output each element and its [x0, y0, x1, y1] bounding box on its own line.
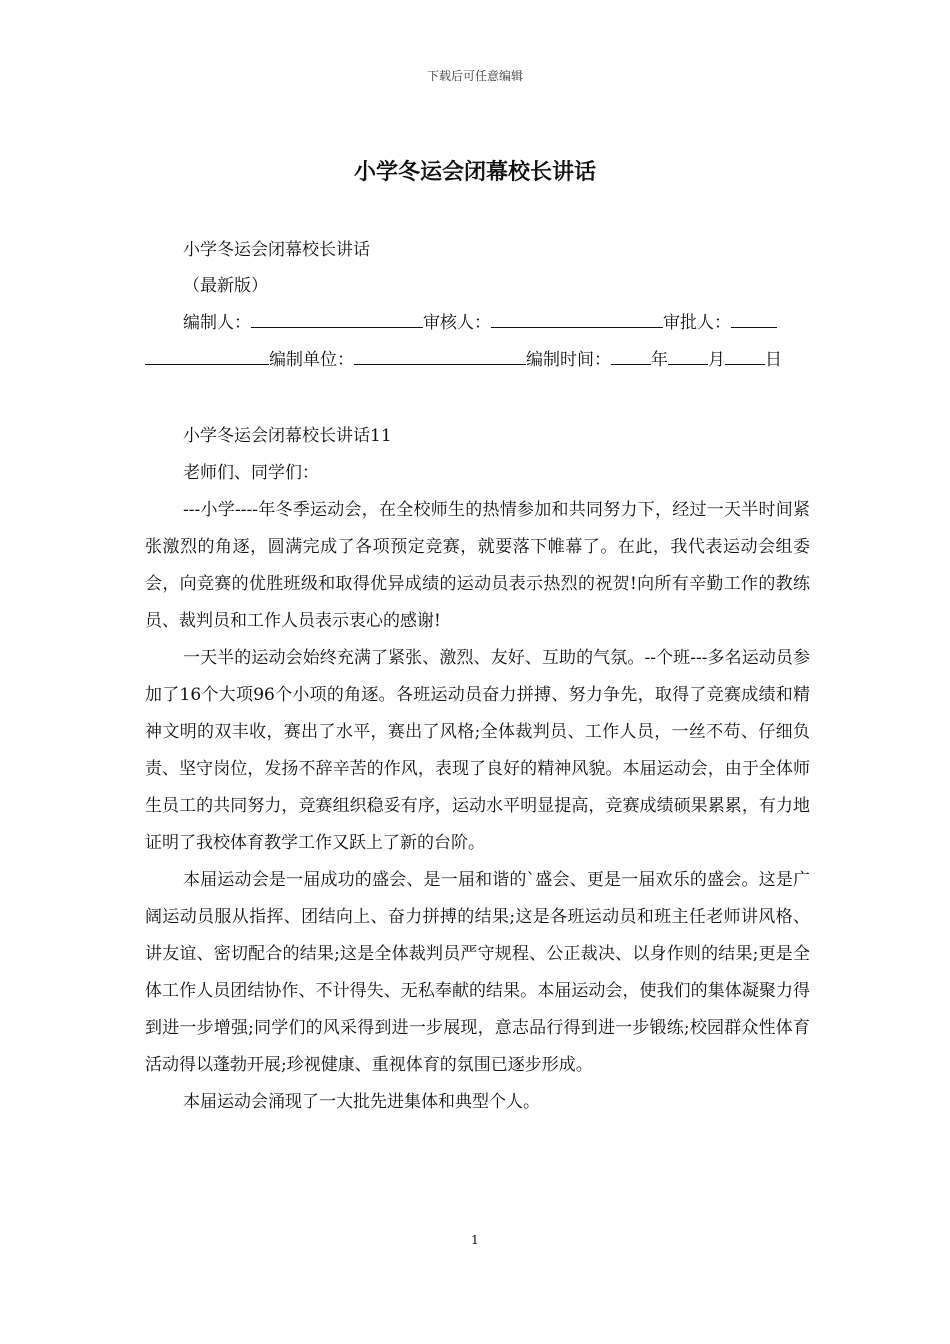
year-label: 年 [651, 350, 668, 370]
approver-label: 审批人： [663, 313, 731, 333]
unit-label: 编制单位： [269, 350, 354, 370]
greeting: 老师们、同学们： [183, 463, 319, 483]
header-note: 下载后可任意编辑 [426, 69, 523, 83]
speech-body [145, 492, 810, 1121]
unit-blank [354, 348, 526, 365]
month-blank [668, 348, 708, 365]
paragraph-4: 本届运动会涌现了一大批先进集体和典型个人。 [183, 1092, 540, 1112]
editor-blank [251, 311, 423, 328]
editor-label: 编制人： [183, 313, 251, 333]
day-label: 日 [765, 350, 782, 370]
approver-blank-continued [145, 348, 269, 365]
page-number: 1 [471, 1233, 479, 1247]
year-blank [611, 348, 651, 365]
paragraph-3: 本届运动会是一届成功的盛会、是一届和谐的`盛会、更是一届欢乐的盛会。这是广阔运动员服从指挥、团结向上、奋力拼搏的结果;这是各班运动员和班主任老师讲风格、讲友谊、密切配合的结果;这是全体裁判员严守规程、公正裁决、以身作则的结果;更是全体工作人员团结协作、不计得失、无私奉献的结果。本届运动会，使我们的集体凝聚力得到进一步增强;同学们的风采得到进一步展现，意志品行得到进一步锻练;校园群众性体育活动得以蓬勃开展;珍视健康、重视体育的氛围已逐步形成。 [145, 870, 810, 1075]
reviewer-blank [491, 311, 663, 328]
subtitle: 小学冬运会闭幕校长讲话 [183, 240, 370, 260]
reviewer-label: 审核人： [423, 313, 491, 333]
approver-blank [731, 311, 777, 328]
day-blank [725, 348, 765, 365]
version-label: （最新版） [183, 276, 268, 296]
month-label: 月 [708, 350, 725, 370]
form-row-2 [145, 342, 810, 379]
form-row-1 [183, 305, 848, 342]
paragraph-2: 一天半的运动会始终充满了紧张、激烈、友好、互助的气氛。--个班---多名运动员参加了16个大项96个小项的角逐。各班运动员奋力拼搏、努力争先，取得了竞赛成绩和精神文明的双丰收，赛出了水平，赛出了风格;全体裁判员、工作人员，一丝不苟、仔细负责、坚守岗位，发扬不辞辛苦的作风，表现了良好的精神风貌。本届运动会，由于全体师生员工的共同努力，竞赛组织稳妥有序，运动水平明显提高，竞赛成绩硕果累累，有力地证明了我校体育教学工作又跃上了新的台阶。 [145, 648, 810, 853]
section-title: 小学冬运会闭幕校长讲话11 [183, 426, 392, 446]
time-label: 编制时间： [526, 350, 611, 370]
document-title: 小学冬运会闭幕校长讲话 [353, 159, 596, 185]
paragraph-1: ---小学----年冬季运动会，在全校师生的热情参加和共同努力下，经过一天半时间紧张激烈的角逐，圆满完成了各项预定竞赛，就要落下帷幕了。在此，我代表运动会组委会，向竞赛的优胜班级和取得优异成绩的运动员表示热烈的祝贺!向所有辛勤工作的教练员、裁判员和工作人员表示衷心的感谢! [145, 500, 810, 631]
